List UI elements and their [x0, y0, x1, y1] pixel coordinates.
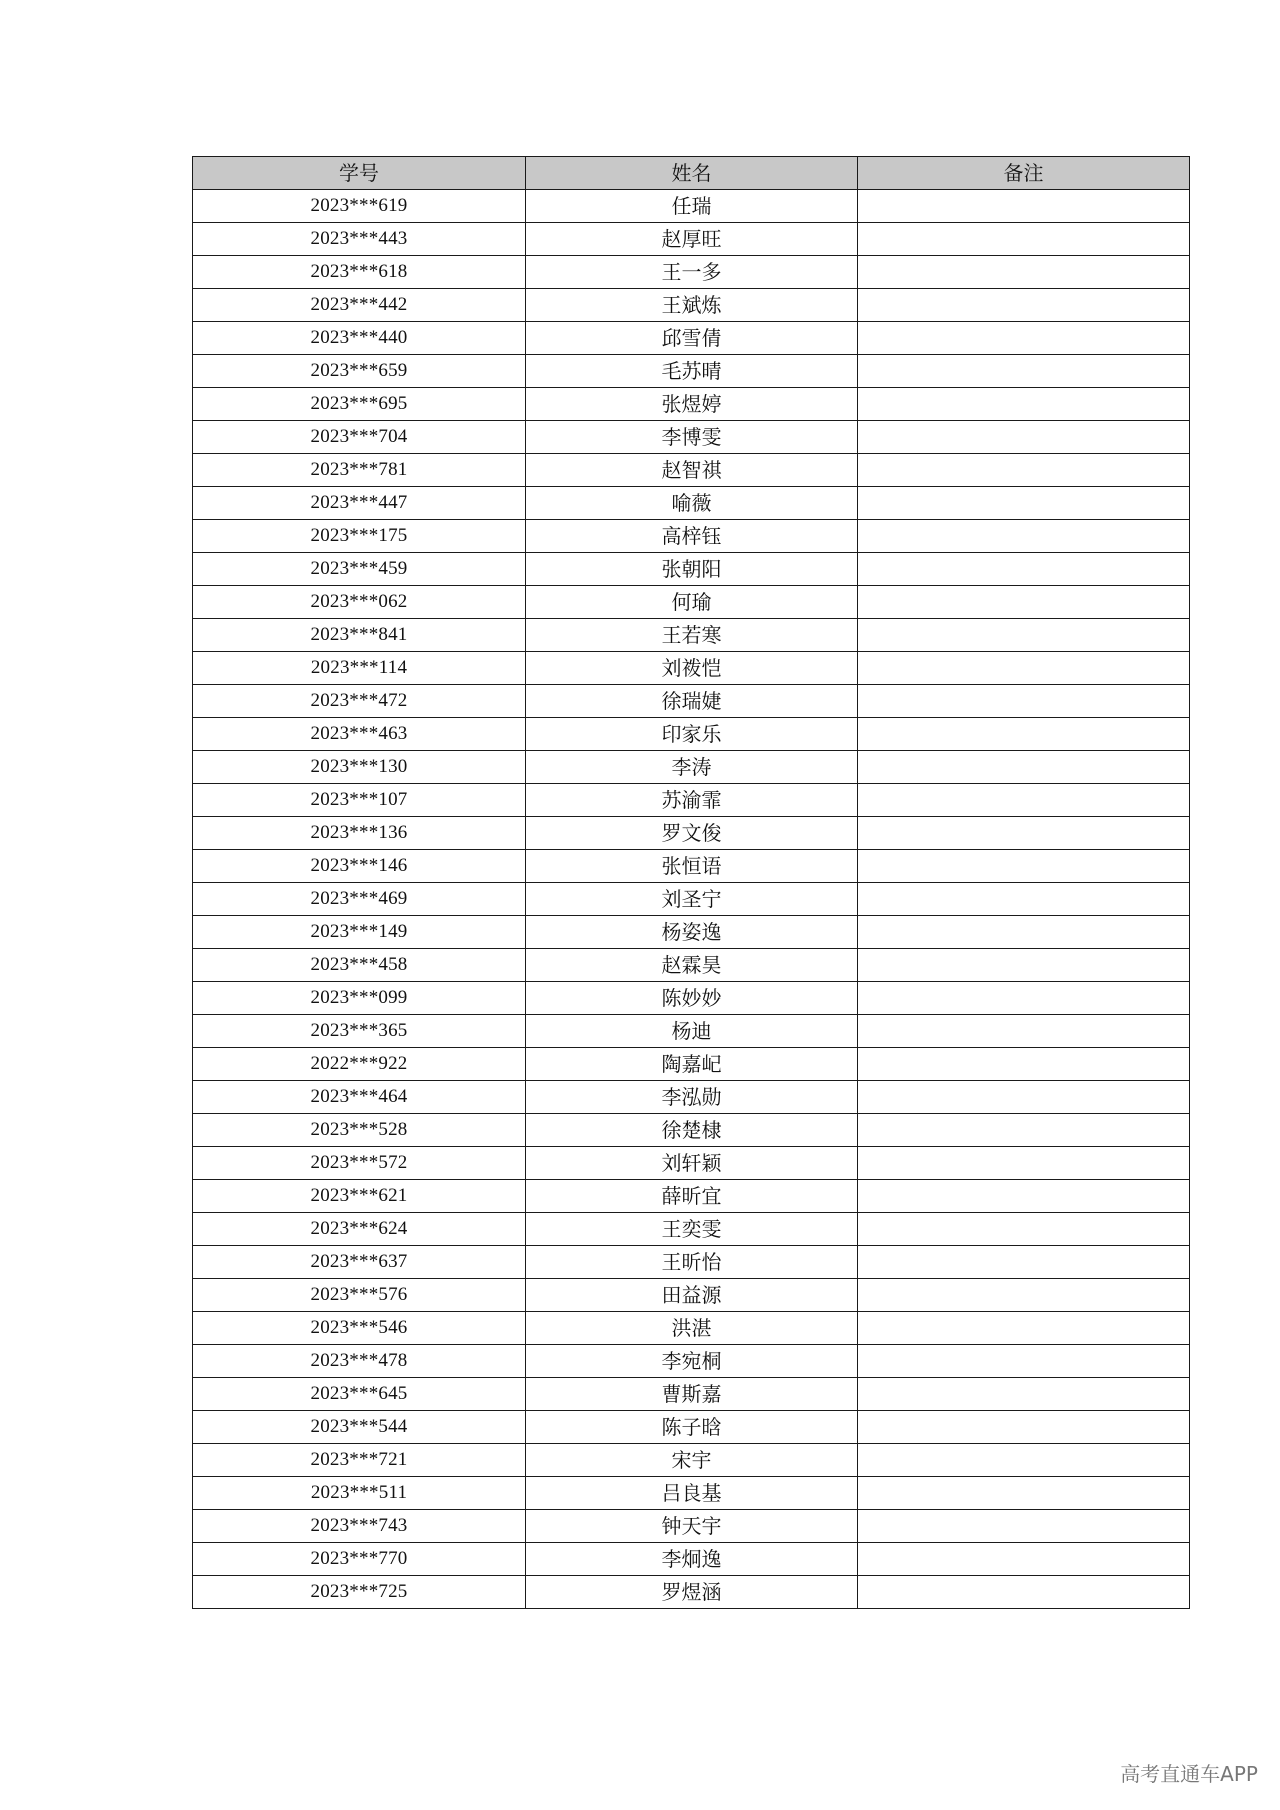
student-name-cell: 曹斯嘉 [526, 1378, 858, 1411]
header-student-id: 学号 [193, 157, 526, 190]
student-name-cell: 陈妙妙 [526, 982, 858, 1015]
student-name-cell: 赵厚旺 [526, 223, 858, 256]
table-row [193, 982, 1190, 1015]
student-name-cell: 王斌炼 [526, 289, 858, 322]
note-cell [858, 1114, 1190, 1147]
student-name-cell: 陈子晗 [526, 1411, 858, 1444]
student-name-cell: 王若寒 [526, 619, 858, 652]
student-id-cell: 2023***099 [193, 982, 526, 1015]
student-id-cell: 2023***365 [193, 1015, 526, 1048]
student-id-cell: 2022***922 [193, 1048, 526, 1081]
student-id-cell: 2023***149 [193, 916, 526, 949]
student-name-cell: 张朝阳 [526, 553, 858, 586]
note-cell [858, 1411, 1190, 1444]
table-row [193, 1576, 1190, 1609]
student-name-cell: 田益源 [526, 1279, 858, 1312]
student-id-cell: 2023***464 [193, 1081, 526, 1114]
note-cell [858, 982, 1190, 1015]
student-id-cell: 2023***463 [193, 718, 526, 751]
table-row [193, 1411, 1190, 1444]
student-name-cell: 邱雪倩 [526, 322, 858, 355]
student-name-cell: 李泓勋 [526, 1081, 858, 1114]
student-name-cell: 张恒语 [526, 850, 858, 883]
student-name-cell: 李炯逸 [526, 1543, 858, 1576]
student-id-cell: 2023***770 [193, 1543, 526, 1576]
table-row [193, 1213, 1190, 1246]
student-name-cell: 李宛桐 [526, 1345, 858, 1378]
table-body [193, 190, 1190, 1609]
student-id-cell: 2023***458 [193, 949, 526, 982]
student-name-cell: 张煜婷 [526, 388, 858, 421]
table-row [193, 586, 1190, 619]
student-name-cell: 刘袯恺 [526, 652, 858, 685]
student-id-cell: 2023***645 [193, 1378, 526, 1411]
student-name-cell: 钟天宇 [526, 1510, 858, 1543]
student-id-cell: 2023***781 [193, 454, 526, 487]
note-cell [858, 454, 1190, 487]
table-row [193, 1510, 1190, 1543]
student-name-cell: 印家乐 [526, 718, 858, 751]
student-id-cell: 2023***637 [193, 1246, 526, 1279]
student-id-cell: 2023***704 [193, 421, 526, 454]
student-name-cell: 任瑞 [526, 190, 858, 223]
note-cell [858, 718, 1190, 751]
student-id-cell: 2023***619 [193, 190, 526, 223]
note-cell [858, 1015, 1190, 1048]
student-name-cell: 毛苏晴 [526, 355, 858, 388]
table-row [193, 916, 1190, 949]
table-row [193, 388, 1190, 421]
table-row [193, 949, 1190, 982]
header-row [193, 157, 1190, 190]
note-cell [858, 1147, 1190, 1180]
student-name-cell: 王一多 [526, 256, 858, 289]
student-id-cell: 2023***472 [193, 685, 526, 718]
note-cell [858, 586, 1190, 619]
table-row [193, 883, 1190, 916]
note-cell [858, 553, 1190, 586]
table-row [193, 487, 1190, 520]
student-name-cell: 吕良基 [526, 1477, 858, 1510]
student-id-cell: 2023***721 [193, 1444, 526, 1477]
note-cell [858, 1477, 1190, 1510]
student-id-cell: 2023***659 [193, 355, 526, 388]
note-cell [858, 883, 1190, 916]
note-cell [858, 355, 1190, 388]
student-id-cell: 2023***175 [193, 520, 526, 553]
table-row [193, 1147, 1190, 1180]
student-id-cell: 2023***443 [193, 223, 526, 256]
student-id-cell: 2023***469 [193, 883, 526, 916]
note-cell [858, 421, 1190, 454]
table-row [193, 1015, 1190, 1048]
student-id-cell: 2023***695 [193, 388, 526, 421]
student-name-cell: 李博雯 [526, 421, 858, 454]
student-id-cell: 2023***544 [193, 1411, 526, 1444]
table-header [193, 157, 1190, 190]
student-name-cell: 陶嘉屺 [526, 1048, 858, 1081]
table-row [193, 652, 1190, 685]
table-row [193, 223, 1190, 256]
student-id-cell: 2023***114 [193, 652, 526, 685]
note-cell [858, 652, 1190, 685]
student-name-cell: 徐楚棣 [526, 1114, 858, 1147]
student-id-cell: 2023***442 [193, 289, 526, 322]
note-cell [858, 1246, 1190, 1279]
student-name-cell: 李涛 [526, 751, 858, 784]
student-id-cell: 2023***511 [193, 1477, 526, 1510]
note-cell [858, 1279, 1190, 1312]
student-id-cell: 2023***459 [193, 553, 526, 586]
student-name-cell: 何瑜 [526, 586, 858, 619]
student-id-cell: 2023***841 [193, 619, 526, 652]
table-row [193, 1048, 1190, 1081]
table-row [193, 520, 1190, 553]
table-row [193, 1081, 1190, 1114]
table-row [193, 1477, 1190, 1510]
note-cell [858, 223, 1190, 256]
student-name-cell: 薛昕宜 [526, 1180, 858, 1213]
note-cell [858, 1345, 1190, 1378]
student-name-cell: 喻薇 [526, 487, 858, 520]
note-cell [858, 1576, 1190, 1609]
table-row [193, 1180, 1190, 1213]
student-name-cell: 赵智祺 [526, 454, 858, 487]
table-row [193, 190, 1190, 223]
header-name: 姓名 [526, 157, 858, 190]
note-cell [858, 256, 1190, 289]
student-id-cell: 2023***621 [193, 1180, 526, 1213]
note-cell [858, 487, 1190, 520]
note-cell [858, 949, 1190, 982]
student-id-cell: 2023***624 [193, 1213, 526, 1246]
note-cell [858, 817, 1190, 850]
student-id-cell: 2023***572 [193, 1147, 526, 1180]
note-cell [858, 619, 1190, 652]
student-name-cell: 宋宇 [526, 1444, 858, 1477]
table-row [193, 784, 1190, 817]
student-id-cell: 2023***725 [193, 1576, 526, 1609]
student-roster-table [192, 156, 1190, 1609]
note-cell [858, 916, 1190, 949]
student-name-cell: 刘轩颖 [526, 1147, 858, 1180]
student-name-cell: 王奕雯 [526, 1213, 858, 1246]
note-cell [858, 1378, 1190, 1411]
table-row [193, 751, 1190, 784]
table-row [193, 1246, 1190, 1279]
table-row [193, 1378, 1190, 1411]
note-cell [858, 850, 1190, 883]
note-cell [858, 322, 1190, 355]
note-cell [858, 1048, 1190, 1081]
table-row [193, 1312, 1190, 1345]
student-id-cell: 2023***743 [193, 1510, 526, 1543]
student-id-cell: 2023***528 [193, 1114, 526, 1147]
table-row [193, 553, 1190, 586]
student-id-cell: 2023***136 [193, 817, 526, 850]
note-cell [858, 1213, 1190, 1246]
table-row [193, 817, 1190, 850]
note-cell [858, 520, 1190, 553]
student-id-cell: 2023***618 [193, 256, 526, 289]
note-cell [858, 190, 1190, 223]
note-cell [858, 1081, 1190, 1114]
student-name-cell: 罗煜涵 [526, 1576, 858, 1609]
student-name-cell: 杨迪 [526, 1015, 858, 1048]
student-name-cell: 王昕怡 [526, 1246, 858, 1279]
student-id-cell: 2023***546 [193, 1312, 526, 1345]
table-row [193, 1543, 1190, 1576]
table-row [193, 1345, 1190, 1378]
student-name-cell: 刘圣宁 [526, 883, 858, 916]
student-name-cell: 高梓钰 [526, 520, 858, 553]
table-row [193, 355, 1190, 388]
table-row [193, 454, 1190, 487]
student-name-cell: 赵霖昊 [526, 949, 858, 982]
table-row [193, 850, 1190, 883]
student-id-cell: 2023***062 [193, 586, 526, 619]
note-cell [858, 289, 1190, 322]
student-name-cell: 徐瑞婕 [526, 685, 858, 718]
note-cell [858, 784, 1190, 817]
table-row [193, 619, 1190, 652]
watermark-text: 高考直通车APP [1120, 1762, 1258, 1786]
note-cell [858, 1180, 1190, 1213]
student-id-cell: 2023***440 [193, 322, 526, 355]
table-row [193, 685, 1190, 718]
note-cell [858, 1444, 1190, 1477]
table-row [193, 421, 1190, 454]
header-note: 备注 [858, 157, 1190, 190]
note-cell [858, 1543, 1190, 1576]
student-id-cell: 2023***447 [193, 487, 526, 520]
student-id-cell: 2023***146 [193, 850, 526, 883]
student-id-cell: 2023***576 [193, 1279, 526, 1312]
table-row [193, 718, 1190, 751]
table-row [193, 1444, 1190, 1477]
table-row [193, 1114, 1190, 1147]
table-row [193, 289, 1190, 322]
table-row [193, 322, 1190, 355]
student-id-cell: 2023***130 [193, 751, 526, 784]
note-cell [858, 685, 1190, 718]
note-cell [858, 1510, 1190, 1543]
table-row [193, 1279, 1190, 1312]
student-name-cell: 杨姿逸 [526, 916, 858, 949]
student-id-cell: 2023***478 [193, 1345, 526, 1378]
note-cell [858, 751, 1190, 784]
student-name-cell: 洪湛 [526, 1312, 858, 1345]
note-cell [858, 388, 1190, 421]
student-name-cell: 罗文俊 [526, 817, 858, 850]
student-name-cell: 苏渝霏 [526, 784, 858, 817]
student-id-cell: 2023***107 [193, 784, 526, 817]
table-row [193, 256, 1190, 289]
note-cell [858, 1312, 1190, 1345]
